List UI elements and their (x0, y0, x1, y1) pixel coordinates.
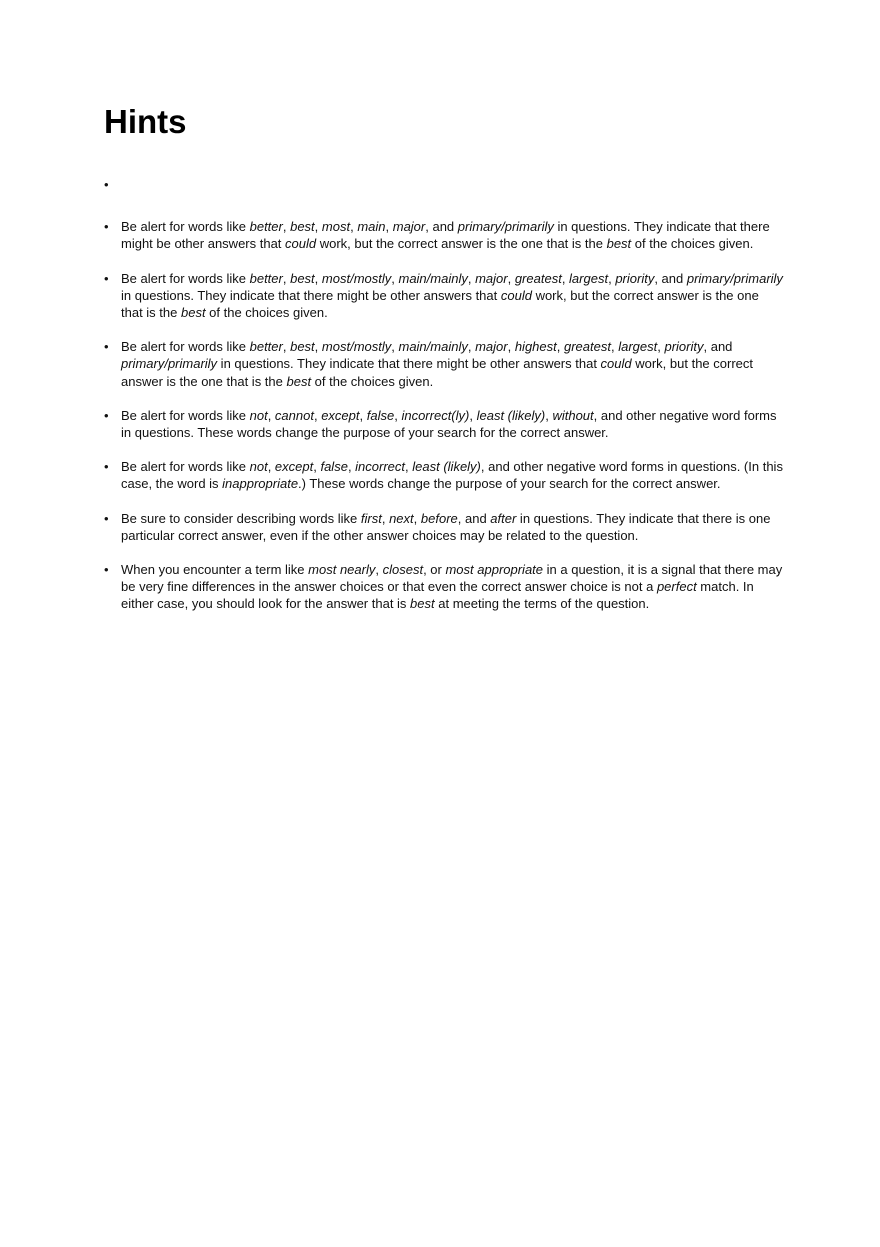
emphasized-word: without (552, 407, 594, 423)
hint-text-segment: Be sure to consider describing words like (121, 510, 361, 526)
emphasized-word: first (360, 510, 382, 526)
emphasized-word: false (366, 407, 395, 423)
hint-text-segment: , (350, 219, 358, 235)
emphasized-word: better (249, 270, 283, 286)
hint-item (104, 407, 784, 441)
emphasized-word: best (606, 236, 632, 252)
hint-text-segment: , (267, 459, 275, 475)
hint-text-segment: , (545, 407, 553, 423)
hint-text-segment: , and (703, 339, 733, 355)
bullet-icon: • (104, 177, 109, 192)
hint-text-segment: , (267, 407, 275, 423)
emphasized-word: not (249, 407, 268, 423)
hint-text-segment: of the choices given. (205, 305, 328, 320)
hint-text-segment: , (394, 407, 402, 423)
hint-text-segment: , (314, 339, 322, 355)
emphasized-word: cannot (274, 407, 314, 423)
hint-text-segment: , or (423, 562, 446, 578)
emphasized-word: greatest (514, 270, 562, 286)
hint-text-segment: , (381, 510, 390, 526)
hint-text-segment: , (391, 339, 399, 355)
hint-text-segment: , (391, 270, 399, 286)
hint-text (121, 338, 784, 390)
emphasized-word: best (410, 596, 435, 612)
hint-item (104, 561, 784, 613)
hint-text-segment: , (608, 270, 616, 286)
hint-text-segment: , and other negative word forms in questions. (In this case, the word is (121, 459, 783, 492)
emphasized-word: except (321, 407, 360, 423)
hint-text (121, 561, 784, 613)
hint-text-segment: Be alert for words like (121, 270, 250, 286)
hint-text-segment: of the choices given. (311, 373, 434, 389)
hint-text-segment: in questions. They indicate that there is one particular correct answer, even if the other answer choices may be related to the question. (121, 510, 771, 543)
emphasized-word: perfect (656, 579, 697, 595)
emphasized-word: best (290, 339, 315, 355)
emphasized-word: most/mostly (321, 339, 392, 355)
emphasized-word: could (285, 236, 317, 252)
hint-text-segment: , (561, 270, 570, 286)
hint-text-segment: , (314, 270, 322, 286)
emphasized-word: least (likely) (476, 407, 546, 423)
hint-text-segment: match. In either case, you should look for the answer that is (121, 579, 754, 612)
emphasized-word: most appropriate (445, 562, 544, 578)
hint-item (104, 270, 784, 322)
emphasized-word: main/mainly (398, 270, 468, 286)
emphasized-word: major (475, 270, 508, 286)
emphasized-word: false (320, 459, 348, 475)
hint-text-segment: , (375, 562, 383, 578)
hint-text-segment: , and (654, 270, 687, 286)
emphasized-word: not (249, 459, 268, 475)
emphasized-word: incorrect(ly) (401, 407, 470, 423)
emphasized-word: better (249, 219, 283, 235)
hint-text-segment: , (657, 339, 665, 355)
hint-text-segment: When you encounter a term like (121, 562, 309, 578)
emphasized-word: primary/primarily (121, 356, 218, 372)
emphasized-word: primary/primarily (457, 219, 554, 235)
emphasized-word: primary/primarily (686, 270, 783, 286)
emphasized-word: most/mostly (321, 270, 392, 286)
hint-text-segment: , (385, 219, 393, 235)
emphasized-word: best (180, 305, 206, 320)
hint-text-segment: Be alert for words like (121, 219, 250, 235)
hint-text-segment: in a question, it is a signal that there may be very fine differences in the answer choices or that even the correct answer choice is not a (121, 562, 783, 595)
emphasized-word: highest (514, 339, 557, 355)
hint-text-segment: , (610, 339, 619, 355)
hint-text-segment: at meeting the terms of the question. (434, 596, 650, 612)
hint-item (104, 176, 784, 193)
bullet-icon: • (104, 219, 109, 235)
hint-text-segment: , (467, 339, 476, 355)
hint-text-segment: , and other negative word forms in questions. These words change the purpose of your search for the correct answer. (121, 407, 777, 441)
bullet-icon: • (104, 270, 109, 286)
hint-text-segment: work, but the correct answer is the one that is the (121, 356, 754, 389)
bullet-icon: • (104, 459, 109, 475)
hint-text-segment: work, but the correct answer is the one that is the (121, 287, 759, 320)
hint-text-segment: , (282, 270, 291, 286)
emphasized-word: could (600, 356, 632, 372)
hint-text-segment: .) These words change the purpose of your search for the correct answer. (298, 476, 721, 492)
hint-text (121, 270, 784, 322)
emphasized-word: greatest (563, 339, 611, 355)
emphasized-word: major (475, 339, 508, 355)
bullet-icon: • (104, 339, 109, 355)
hint-item (104, 338, 784, 390)
emphasized-word: better (249, 339, 283, 355)
hint-text-segment: of the choices given. (631, 236, 754, 252)
hint-text-segment: , (507, 339, 515, 355)
hint-text-segment: , (507, 270, 515, 286)
hint-text-segment: in questions. They indicate that there might be other answers that (121, 219, 770, 252)
hint-text-segment: , (359, 407, 367, 423)
hint-text-segment: Be alert for words like (121, 339, 250, 355)
hint-text-segment: , (314, 219, 322, 235)
bullet-icon: • (104, 407, 109, 423)
emphasized-word: main (357, 219, 386, 235)
hint-text-segment: , (413, 510, 421, 526)
hint-text (121, 218, 784, 252)
emphasized-word: incorrect (355, 459, 406, 475)
hint-text-segment: work, but the correct answer is the one that is the (316, 236, 607, 252)
hint-text-segment: , and (425, 219, 458, 235)
hint-item (104, 458, 784, 492)
emphasized-word: main/mainly (398, 339, 468, 355)
emphasized-word: most (321, 219, 351, 235)
hint-text-segment: Be alert for words like (121, 459, 250, 475)
hint-text-segment: , (467, 270, 476, 286)
hint-text-segment: in questions. They indicate that there might be other answers that (121, 287, 501, 303)
emphasized-word: largest (569, 270, 609, 286)
hint-item (104, 510, 784, 544)
emphasized-word: closest (382, 562, 424, 578)
page-title: Hints (104, 103, 187, 140)
emphasized-word: could (500, 287, 532, 303)
hint-text-segment: , (405, 459, 413, 475)
hints-list (104, 176, 784, 630)
emphasized-word: most nearly (308, 562, 376, 578)
emphasized-word: priority (615, 270, 655, 286)
hint-text-segment: , (347, 459, 356, 475)
hint-text-segment: , (282, 219, 291, 235)
emphasized-word: except (274, 459, 314, 475)
hint-text (121, 407, 784, 441)
emphasized-word: after (490, 510, 517, 526)
hint-text-segment: , (313, 407, 322, 423)
hint-text-segment: , (469, 407, 477, 423)
hint-text-segment: , and (457, 510, 491, 526)
bullet-icon: • (104, 510, 109, 526)
emphasized-word: major (392, 219, 426, 235)
emphasized-word: largest (618, 339, 658, 355)
emphasized-word: best (290, 270, 315, 286)
emphasized-word: inappropriate (222, 476, 299, 492)
emphasized-word: before (420, 510, 458, 526)
hint-text-segment: , (313, 459, 321, 475)
emphasized-word: priority (664, 339, 704, 355)
emphasized-word: best (290, 219, 315, 235)
emphasized-word: best (286, 373, 312, 389)
hint-text-segment: in questions. They indicate that there might be other answers that (217, 356, 601, 372)
bullet-icon: • (104, 562, 109, 578)
emphasized-word: next (389, 510, 414, 526)
hint-text-segment: , (282, 339, 291, 355)
hint-text-segment: , (556, 339, 564, 355)
hint-text (121, 458, 784, 492)
emphasized-word: least (likely) (412, 459, 481, 475)
hint-text (121, 510, 784, 544)
hint-text-segment: Be alert for words like (121, 407, 250, 423)
hint-item (104, 218, 784, 252)
